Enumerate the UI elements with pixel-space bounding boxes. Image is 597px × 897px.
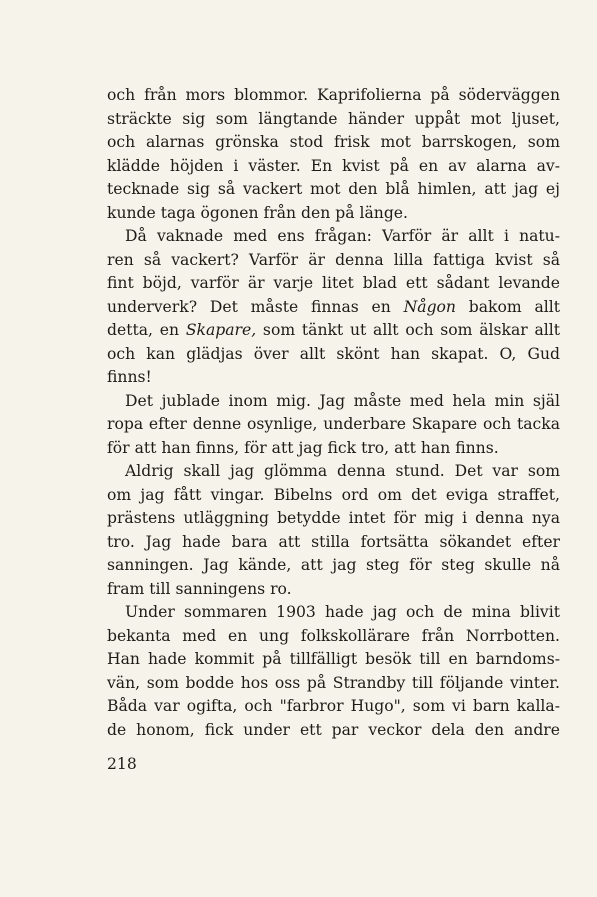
text-line: Det jublade inom mig. Jag måste med hela min själ bbox=[125, 391, 560, 410]
text-line: tro. Jag hade bara att stilla fortsätta sökandet efter bbox=[107, 532, 560, 551]
text-segment: underverk? Det måste finnas en bbox=[107, 297, 404, 316]
text-line: och alarnas grönska stod frisk mot barrskogen, som bbox=[107, 133, 560, 151]
text-line: sanningen. Jag kände, att jag steg för steg skulle nå bbox=[107, 556, 560, 574]
text-line: kunde taga ögonen från den på länge. bbox=[107, 203, 408, 222]
text-line: om jag fått vingar. Bibelns ord om det eviga straffet, bbox=[107, 485, 560, 504]
text-segment: bakom allt bbox=[455, 297, 560, 316]
text-line: Han hade kommit på tillfälligt besök till en barndoms- bbox=[107, 650, 560, 668]
text-line: för att han finns, för att jag fick tro, att han finns. bbox=[107, 438, 499, 457]
text-line: vän, som bodde hos oss på Strandby till följande vinter. bbox=[107, 673, 560, 692]
text-line: prästens utläggning betydde intet för mig i denna nya bbox=[107, 509, 560, 527]
text-line: ren så vackert? Varför är denna lilla fattiga kvist så bbox=[107, 250, 560, 269]
body-text bbox=[107, 84, 560, 742]
text-line: de honom, fick under ett par veckor dela den andre bbox=[107, 720, 560, 739]
text-line: finns! bbox=[107, 368, 152, 386]
page-number: 218 bbox=[107, 755, 137, 773]
text-line: fint böjd, varför är varje litet blad ett sådant levande bbox=[107, 274, 560, 292]
text-line: ropa efter denne osynlige, underbare Skapare och tacka bbox=[107, 415, 560, 433]
text-line bbox=[107, 296, 560, 320]
text-segment: detta, en bbox=[107, 321, 186, 339]
text-line: och från mors blommor. Kaprifolierna på söderväggen bbox=[107, 86, 560, 104]
text-line: och kan glädjas över allt skönt han skapat. O, Gud bbox=[107, 344, 560, 363]
text-line: Då vaknade med ens frågan: Varför är allt i natu- bbox=[125, 227, 560, 245]
text-line: tecknade sig så vackert mot den blå himlen, att jag ej bbox=[107, 180, 560, 198]
text-line: bekanta med en ung folkskollärare från Norrbotten. bbox=[107, 626, 560, 645]
text-line: klädde höjden i väster. En kvist på en av alarna av- bbox=[107, 156, 560, 175]
text-line bbox=[107, 319, 560, 343]
text-line: Under sommaren 1903 hade jag och de mina blivit bbox=[125, 603, 560, 621]
text-line: Aldrig skall jag glömma denna stund. Det var som bbox=[125, 462, 560, 480]
text-line: fram till sanningens ro. bbox=[107, 579, 292, 598]
italic-word: Skapare, bbox=[185, 321, 257, 339]
text-line: Båda var ogifta, och "farbror Hugo", som vi barn kalla- bbox=[107, 697, 560, 715]
text-line: sträckte sig som längtande händer uppåt mot ljuset, bbox=[107, 109, 560, 128]
text-segment: som tänkt ut allt och som älskar allt bbox=[256, 321, 561, 339]
italic-word: Någon bbox=[403, 297, 456, 316]
